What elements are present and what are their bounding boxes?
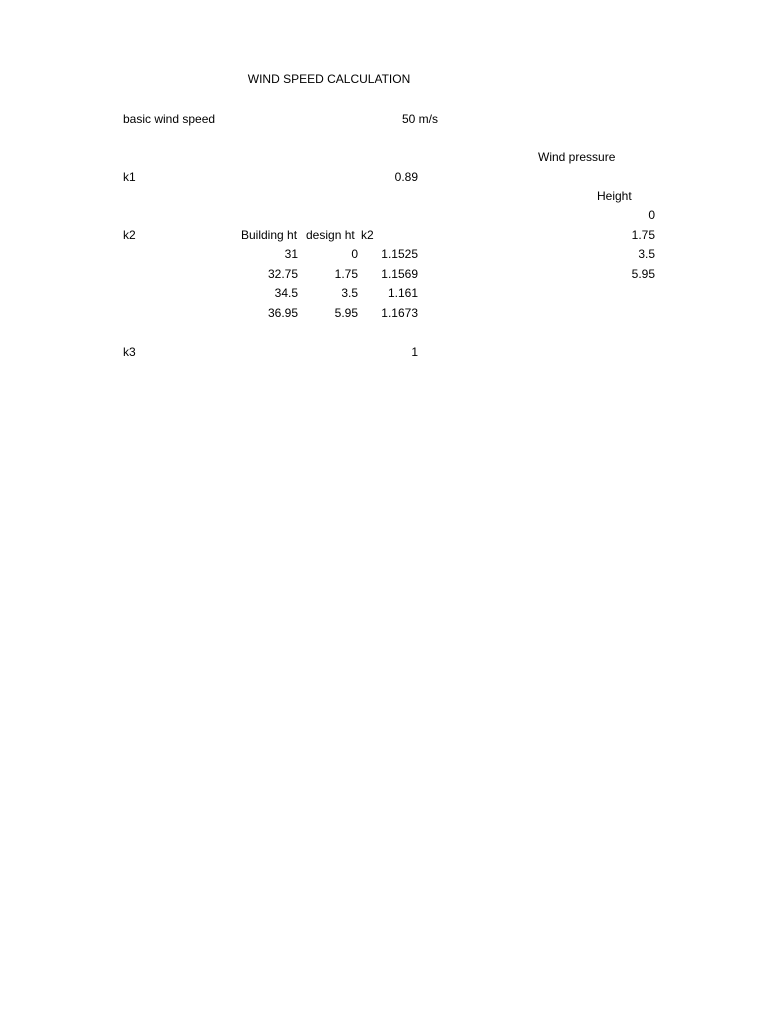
height-value-1: 1.75 (631, 228, 655, 242)
k2-label: k2 (123, 228, 136, 242)
k2-header-building-ht: Building ht (241, 228, 298, 242)
k2-row-3-building-ht: 36.95 (267, 306, 298, 320)
k2-row-1-k2: 1.1569 (381, 267, 418, 281)
k2-row-2-k2: 1.161 (387, 286, 418, 300)
k1-label: k1 (123, 170, 136, 184)
height-value-0: 0 (648, 208, 655, 222)
k2-row-0-design-ht: 0 (351, 247, 358, 261)
k2-header-design-ht: design ht (306, 228, 355, 242)
k3-label: k3 (123, 345, 136, 359)
basic-wind-speed-value: 50 m/s (402, 112, 439, 126)
k1-value: 0.89 (394, 170, 418, 184)
k2-row-1-building-ht: 32.75 (267, 267, 298, 281)
wind-pressure-label: Wind pressure (538, 150, 616, 164)
k2-row-3-design-ht: 5.95 (334, 306, 358, 320)
k2-row-3-k2: 1.1673 (381, 306, 418, 320)
k2-row-0-k2: 1.1525 (381, 247, 418, 261)
k2-row-2-building-ht: 34.5 (274, 286, 298, 300)
basic-wind-speed-label: basic wind speed (123, 112, 216, 126)
page-title: WIND SPEED CALCULATION (247, 72, 411, 86)
k3-value: 1 (411, 345, 418, 359)
k2-row-0-building-ht: 31 (284, 247, 298, 261)
k2-row-2-design-ht: 3.5 (341, 286, 358, 300)
k2-header-k2: k2 (361, 228, 374, 242)
k2-row-1-design-ht: 1.75 (334, 267, 358, 281)
height-value-3: 5.95 (631, 267, 655, 281)
height-value-2: 3.5 (638, 247, 655, 261)
height-label: Height (597, 189, 632, 203)
